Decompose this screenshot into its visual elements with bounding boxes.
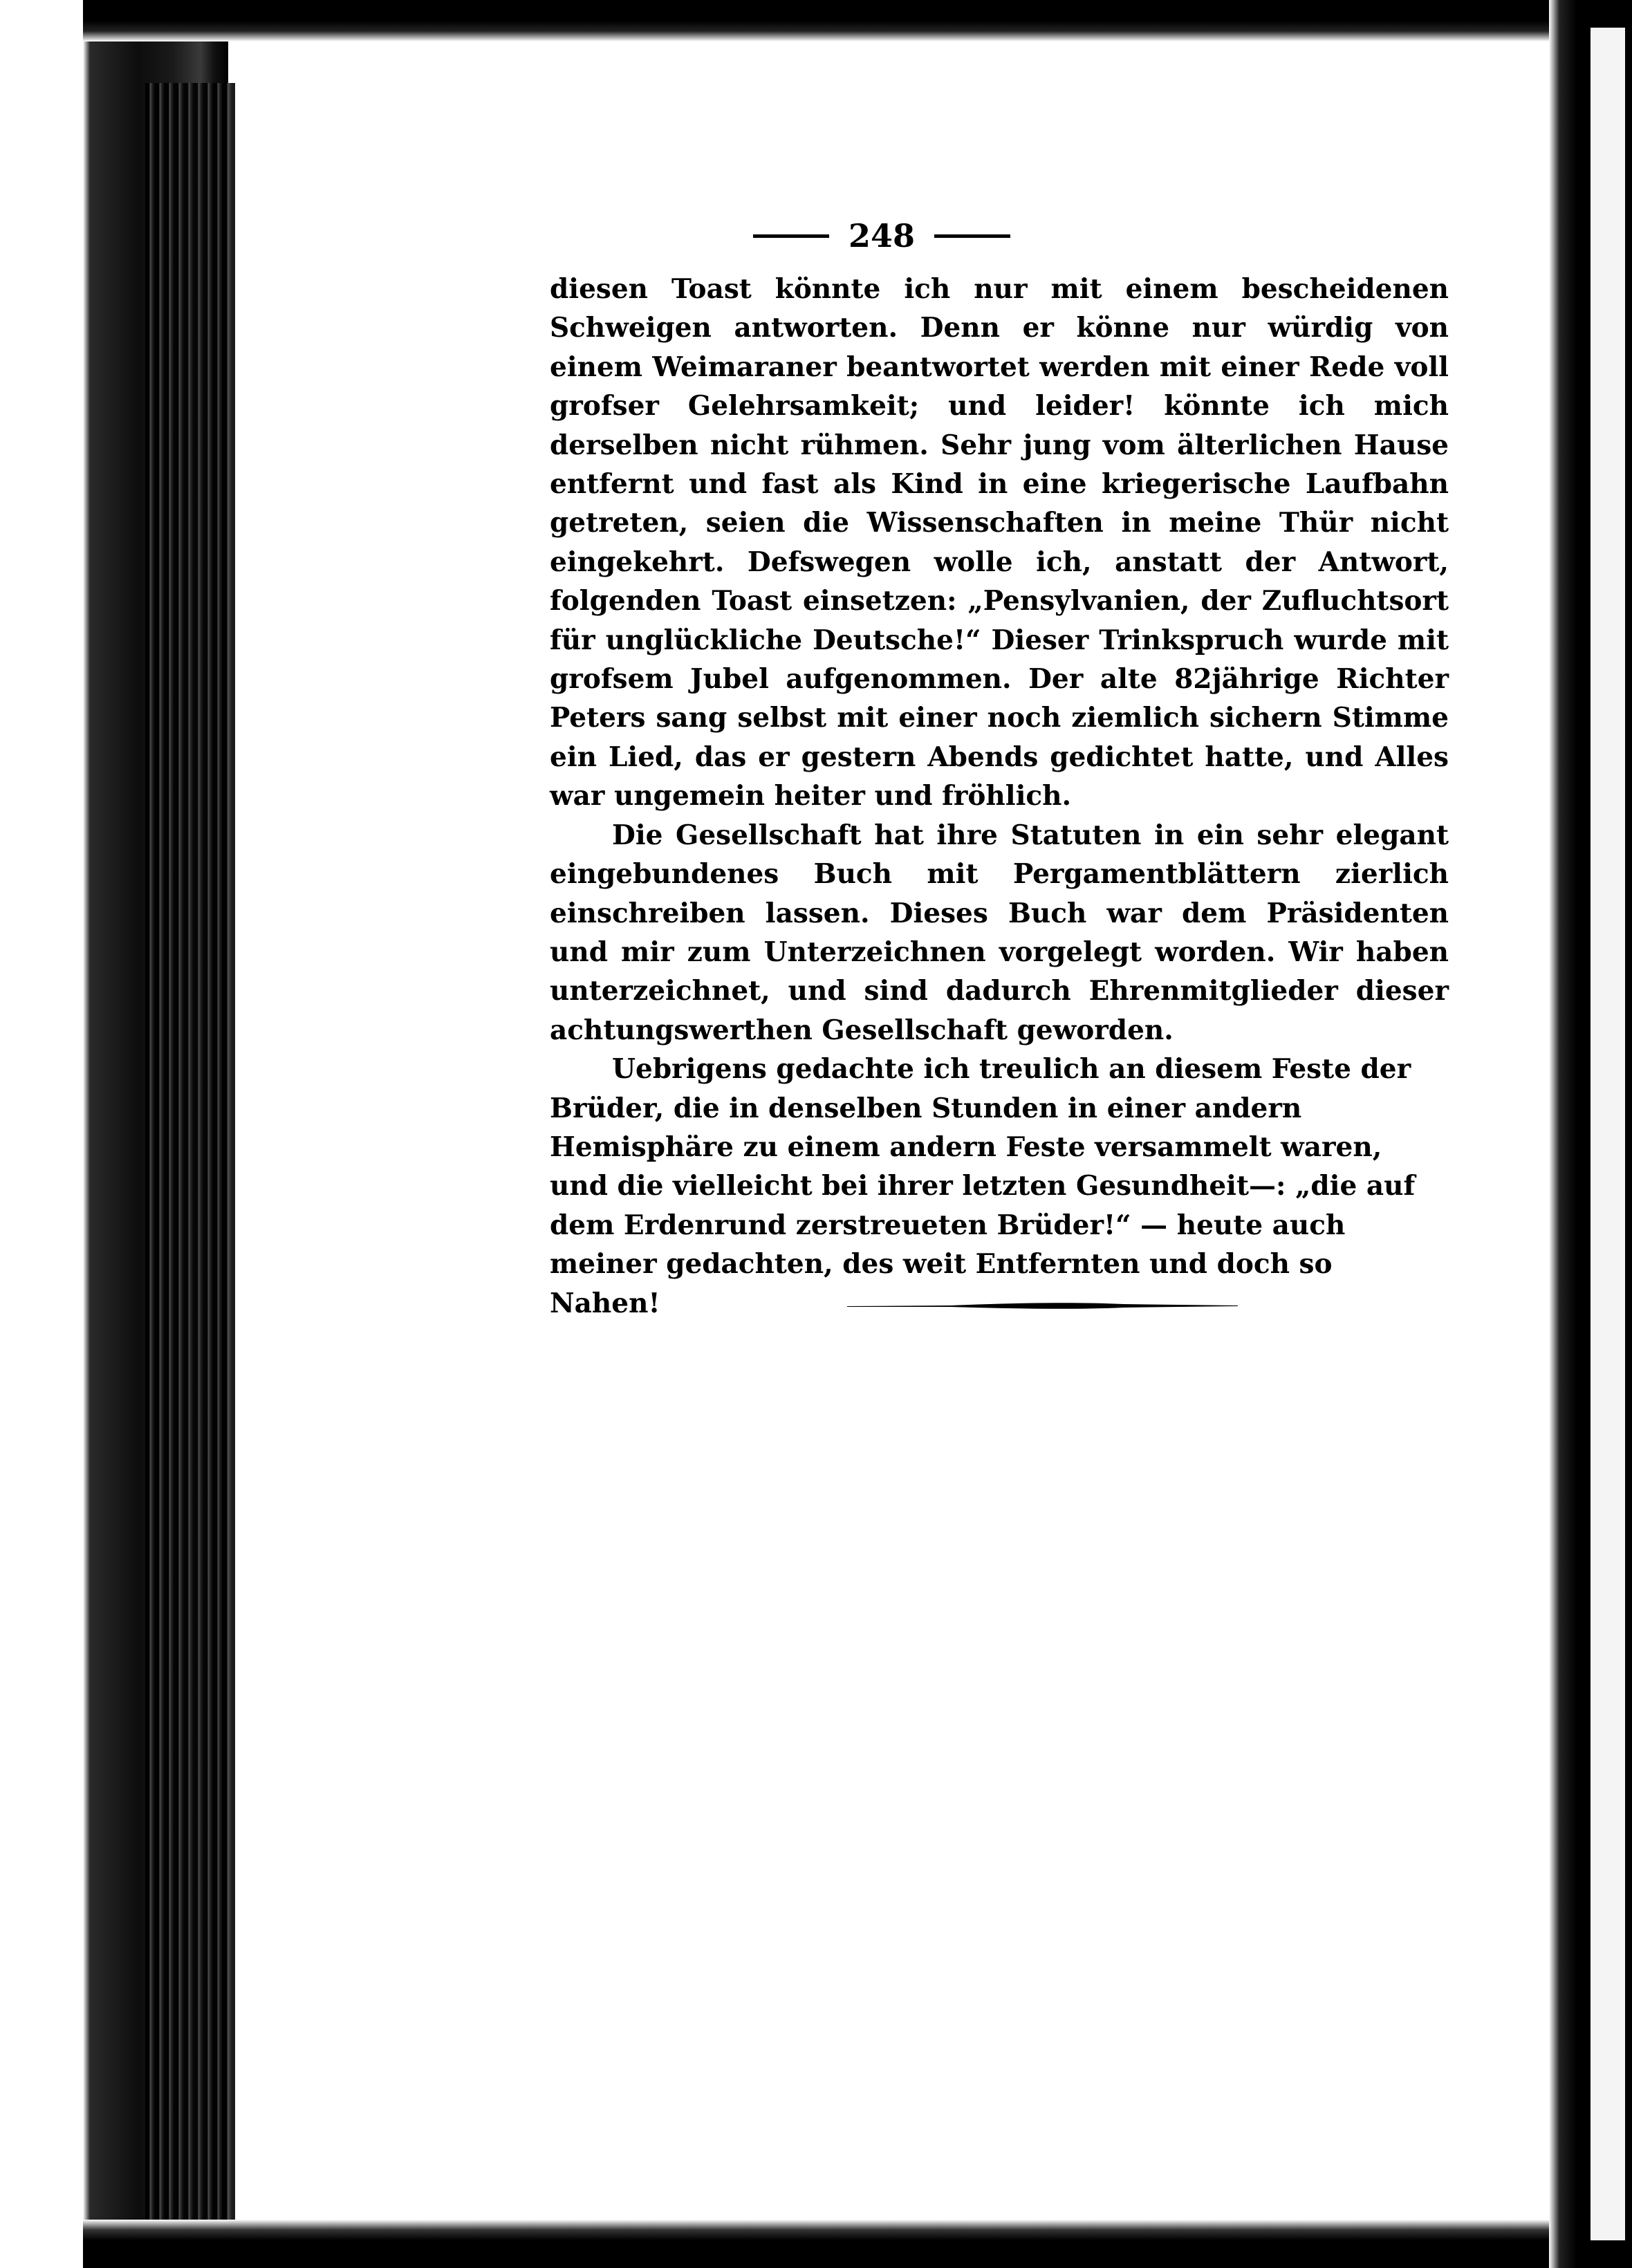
paragraph-2: Die Gesellschaft hat ihre Statuten in ein sehr elegant eingebundenes Buch mit Pergamentblättern zierlich einschreiben lassen. Dieses Buch war dem Präsidenten und mir zum Unterzeichnen vorgelegt worden. Wir haben unterzeichnet, und sind dadurch Ehrenmitglieder dieser achtungswerthen Gesellschaft geworden.	[550, 819, 1449, 1046]
scan-bottom-border	[83, 2220, 1632, 2268]
paragraph-1: diesen Toast könnte ich nur mit einem bescheidenen Schweigen antworten. Denn er könne nur würdig von einem Weimaraner beantwortet werden mit einer Rede voll grofser Gelehrsamkeit; und leider! könnte ich mich derselben nicht rühmen. Sehr jung vom älterlichen Hause entfernt und fast als Kind in eine kriegerische Laufbahn getreten, seien die Wissenschaften in meine Thür nicht eingekehrt. Defswegen wolle ich, anstatt der Antwort, folgenden Toast einsetzen: „Pensylvanien, der Zufluchtsort für unglückliche Deutsche!“ Dieser Trinkspruch wurde mit grofsem Jubel aufgenommen. Der alte 82jährige Richter Peters sang selbst mit einer noch ziemlich sichern Stimme ein Lied, das er gestern Abends gedichtet hatte, und Alles war ungemein heiter und fröhlich.	[550, 273, 1449, 812]
body-text	[550, 270, 1449, 1323]
page-number: 248	[848, 217, 916, 254]
end-ornament-rule	[847, 1301, 1238, 1311]
scan-top-border	[83, 0, 1632, 41]
header-dash-right	[934, 234, 1010, 238]
facing-page-sliver	[1591, 28, 1625, 2240]
paragraph-3: Uebrigens gedachte ich treulich an diesem Feste der Brüder, die in denselben Stunden in einer andern Hemisphäre zu einem andern Feste versammelt waren, und die vielleicht bei ihrer letzten Gesundheit—: „die auf dem Erdenrund zerstreueten Brüder!“ — heute auch meiner gedachten, des weit Entfernten und doch so Nahen!	[550, 1053, 1416, 1319]
page-edges-stack	[145, 83, 235, 2227]
header-dash-left	[753, 234, 829, 238]
page-body	[235, 41, 1528, 2220]
page-header	[235, 214, 1528, 254]
